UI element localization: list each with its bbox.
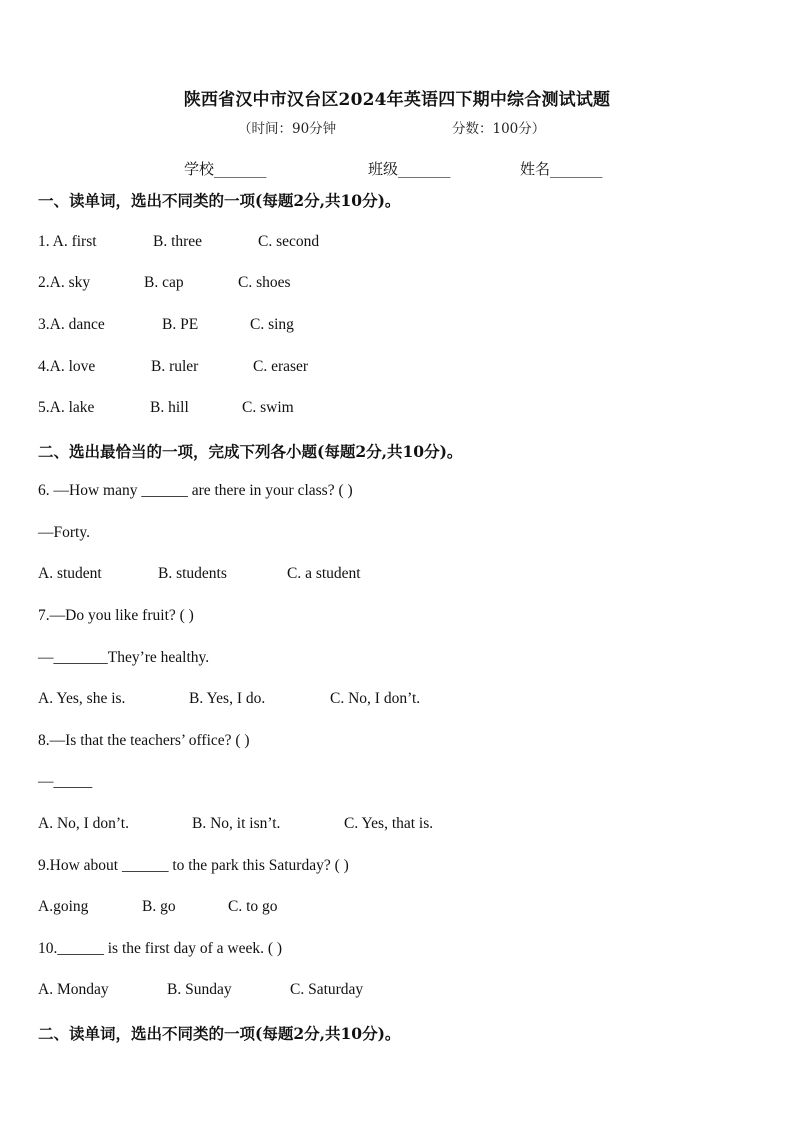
q9-option-b[interactable]: B. go — [142, 898, 176, 915]
q8-stem: 8.—Is that the teachers’ office? ( ) — [38, 732, 250, 749]
q1-option-a[interactable]: 1. A. first — [38, 233, 97, 250]
q7-option-b[interactable]: B. Yes, I do. — [189, 690, 266, 707]
q10-option-b[interactable]: B. Sunday — [167, 981, 232, 998]
q3-option-c[interactable]: C. sing — [250, 316, 294, 333]
class-field[interactable]: 班级_______ — [368, 160, 451, 178]
q2-option-a[interactable]: 2.A. sky — [38, 274, 91, 291]
section2-heading: 二、选出最恰当的一项，完成下列各小题(每题2分,共10分)。 — [38, 442, 463, 461]
q4-option-c[interactable]: C. eraser — [253, 358, 309, 375]
q7-reply: —_______They’re healthy. — [38, 649, 210, 666]
exam-score: 分数：100分） — [452, 121, 546, 137]
school-field[interactable]: 学校_______ — [184, 160, 267, 178]
q5-option-c[interactable]: C. swim — [242, 399, 294, 416]
q9-option-a[interactable]: A.going — [38, 898, 89, 915]
q2-option-b[interactable]: B. cap — [144, 274, 184, 291]
q8-option-a[interactable]: A. No, I don’t. — [38, 815, 129, 832]
q6-option-a[interactable]: A. student — [38, 565, 102, 582]
q6-option-c[interactable]: C. a student — [287, 565, 361, 582]
q7-option-c[interactable]: C. No, I don’t. — [330, 690, 421, 707]
q4-option-b[interactable]: B. ruler — [151, 358, 199, 375]
q6-reply: —Forty. — [38, 524, 90, 541]
name-field[interactable]: 姓名_______ — [520, 160, 603, 178]
q3-option-a[interactable]: 3.A. dance — [38, 316, 105, 333]
q3-option-b[interactable]: B. PE — [162, 316, 199, 333]
q1-option-c[interactable]: C. second — [258, 233, 320, 250]
section1-heading: 一、读单词，选出不同类的一项(每题2分,共10分)。 — [38, 191, 401, 210]
q8-option-c[interactable]: C. Yes, that is. — [344, 815, 434, 832]
q10-stem: 10.______ is the first day of a week. ( ) — [38, 940, 283, 957]
q10-option-a[interactable]: A. Monday — [38, 981, 109, 998]
q6-option-b[interactable]: B. students — [158, 565, 227, 582]
q7-option-a[interactable]: A. Yes, she is. — [38, 690, 126, 707]
q9-stem: 9.How about ______ to the park this Saturday? ( ) — [38, 857, 349, 874]
q5-option-b[interactable]: B. hill — [150, 399, 189, 416]
q8-reply: —_____ — [38, 773, 93, 790]
exam-time: （时间：90分钟 — [238, 121, 337, 137]
q4-option-a[interactable]: 4.A. love — [38, 358, 96, 375]
q7-stem: 7.—Do you like fruit? ( ) — [38, 607, 194, 624]
q10-option-c[interactable]: C. Saturday — [290, 981, 364, 998]
q2-option-c[interactable]: C. shoes — [238, 274, 291, 291]
q1-option-b[interactable]: B. three — [153, 233, 203, 250]
q5-option-a[interactable]: 5.A. lake — [38, 399, 95, 416]
exam-title: 陕西省汉中市汉台区2024年英语四下期中综合测试试题 — [183, 90, 611, 110]
section3-heading: 二、读单词，选出不同类的一项(每题2分,共10分)。 — [38, 1024, 401, 1043]
q6-stem: 6. —How many ______ are there in your class? ( ) — [38, 482, 353, 499]
q9-option-c[interactable]: C. to go — [228, 898, 278, 915]
q8-option-b[interactable]: B. No, it isn’t. — [192, 815, 281, 832]
